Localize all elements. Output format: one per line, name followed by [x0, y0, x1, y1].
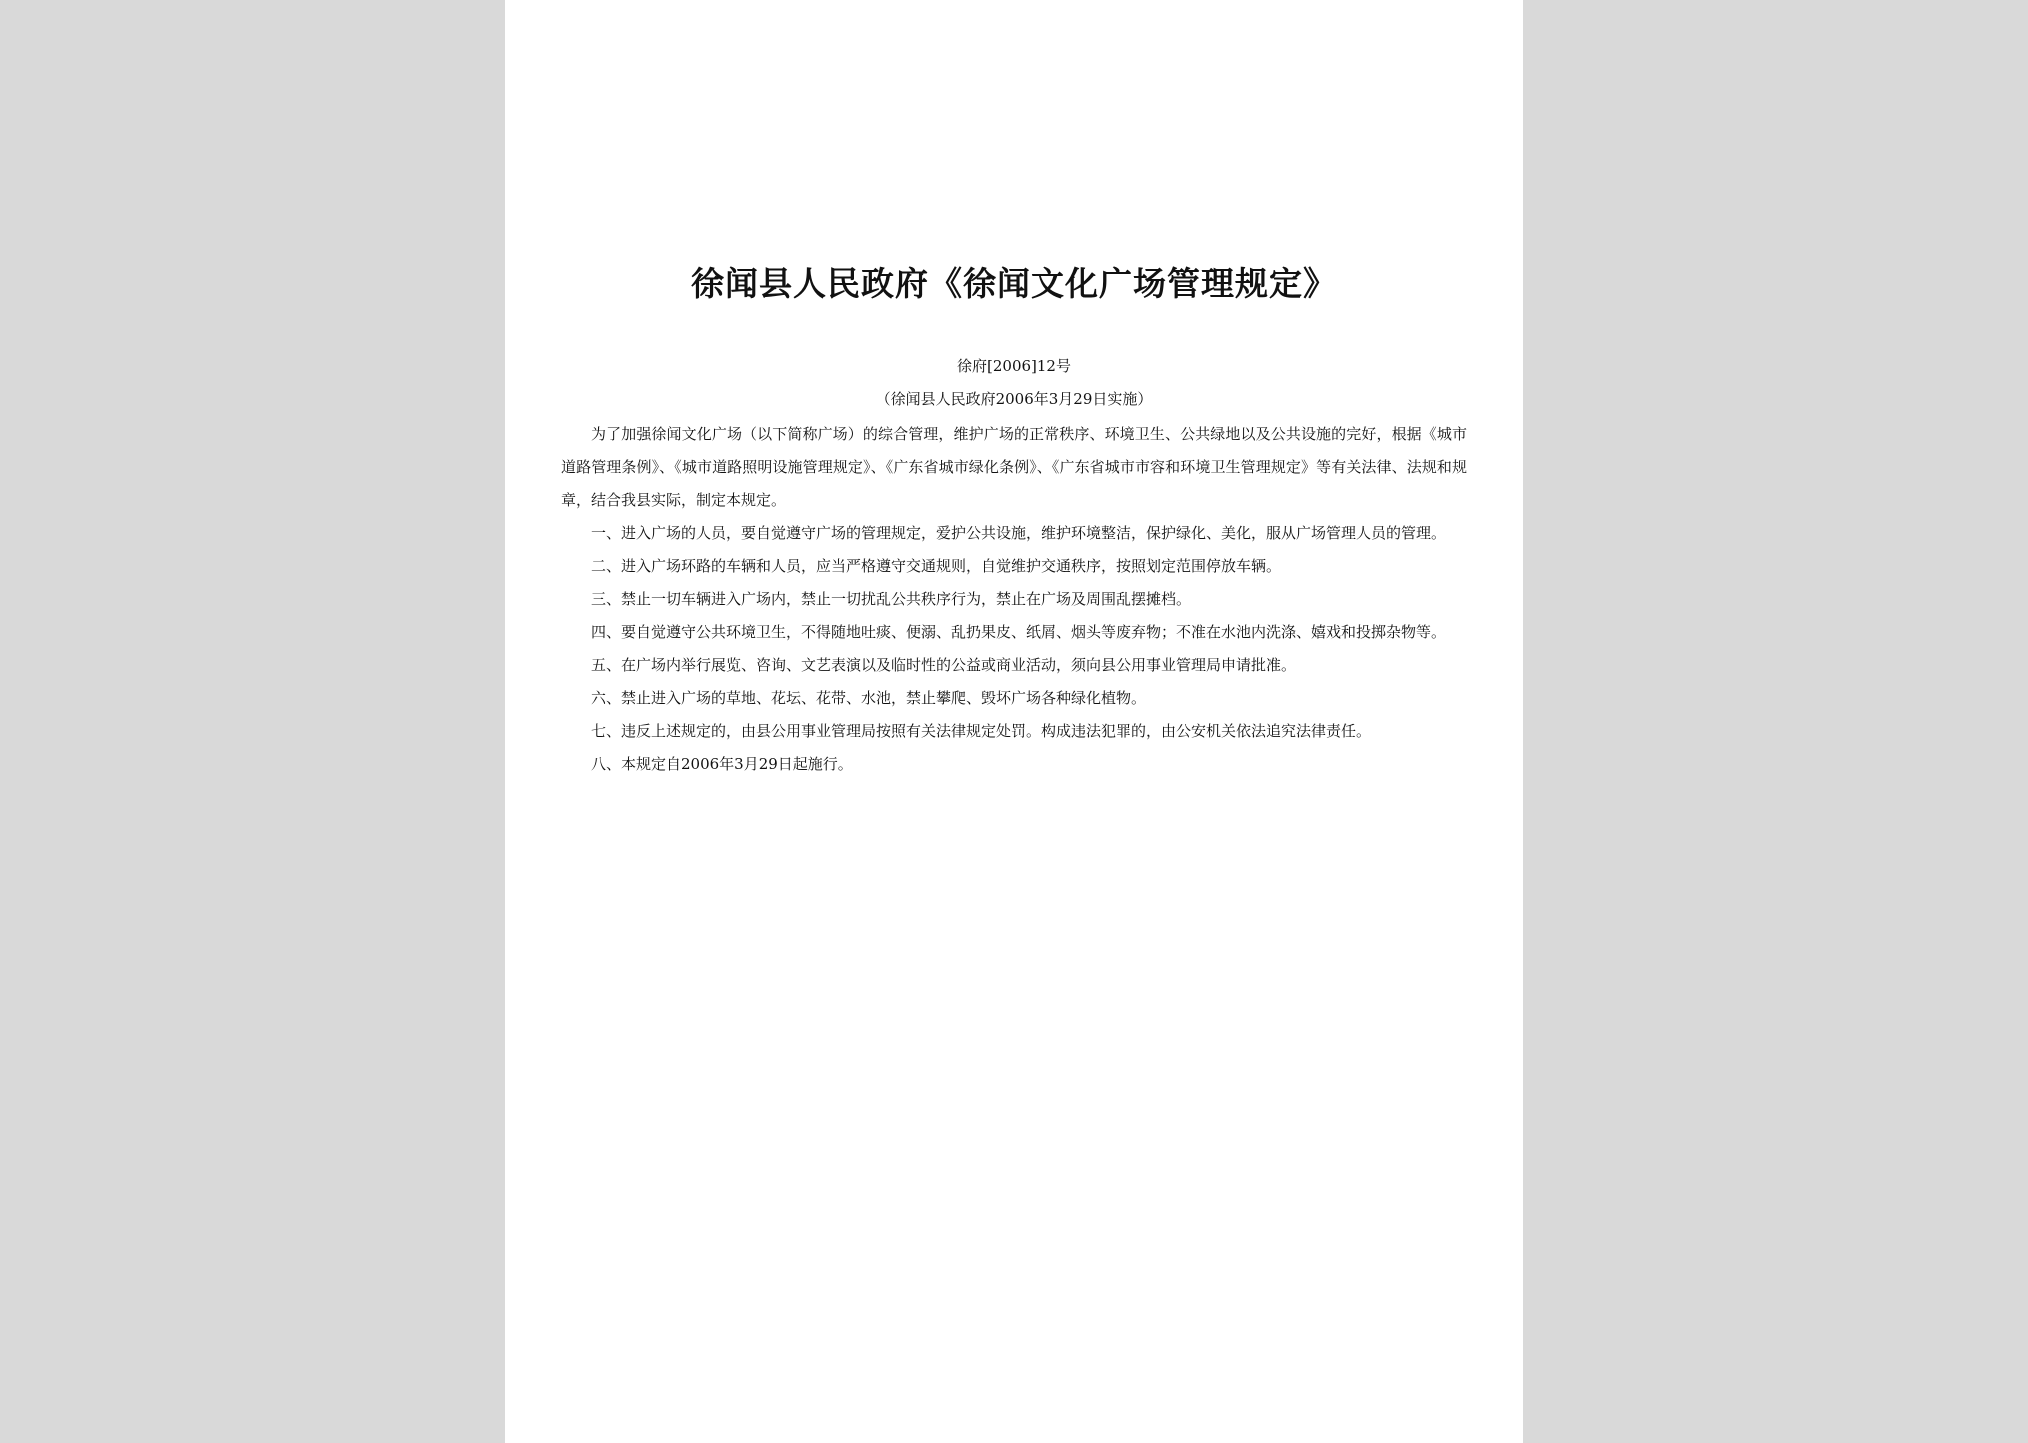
document-title: 徐闻县人民政府《徐闻文化广场管理规定》 [691, 264, 1337, 303]
document-number: 徐府[2006]12号 [957, 357, 1071, 375]
paragraph-article-2: 二、进入广场环路的车辆和人员，应当严格遵守交通规则，自觉维护交通秩序，按照划定范围停放车辆。 [591, 557, 1282, 575]
paragraph-article-1: 一、进入广场的人员，要自觉遵守广场的管理规定，爱护公共设施，维护环境整洁，保护绿化、美化，服从广场管理人员的管理。 [591, 524, 1447, 542]
paragraph-article-4: 四、要自觉遵守公共环境卫生，不得随地吐痰、便溺、乱扔果皮、纸屑、烟头等废弃物；不准在水池内洗涤、嬉戏和投掷杂物等。 [591, 623, 1447, 641]
paragraph-article-5: 五、在广场内举行展览、咨询、文艺表演以及临时性的公益或商业活动，须向县公用事业管理局申请批准。 [591, 656, 1297, 674]
paragraph-preamble: 为了加强徐闻文化广场（以下简称广场）的综合管理，维护广场的正常秩序、环境卫生、公共绿地以及公共设施的完好，根据《城市道路管理条例》、《城市道路照明设施管理规定》、《广东省城市绿化条例》、《广东省城市市容和环境卫生管理规定》等有关法律、法规和规章，结合我县实际，制定本规定。 [561, 425, 1467, 509]
document-body [561, 418, 1467, 781]
document-page [505, 0, 1523, 1443]
paragraph-article-8: 八、本规定自2006年3月29日起施行。 [591, 755, 853, 773]
paragraph-article-6: 六、禁止进入广场的草地、花坛、花带、水池，禁止攀爬、毁坏广场各种绿化植物。 [591, 689, 1147, 707]
paragraph-article-3: 三、禁止一切车辆进入广场内，禁止一切扰乱公共秩序行为，禁止在广场及周围乱摆摊档。 [591, 590, 1192, 608]
paragraph-article-7: 七、违反上述规定的，由县公用事业管理局按照有关法律规定处罚。构成违法犯罪的，由公安机关依法追究法律责任。 [591, 722, 1372, 740]
effective-date-note: （徐闻县人民政府2006年3月29日实施） [875, 390, 1153, 408]
